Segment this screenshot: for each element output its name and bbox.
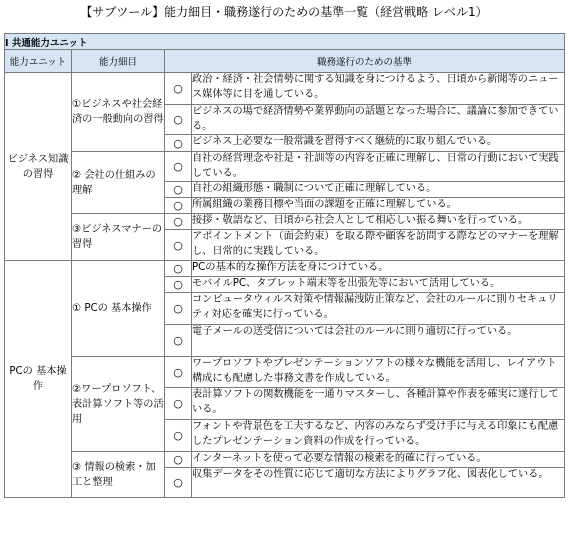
table-row [5,214,565,230]
circle-mark: ○ [165,198,192,214]
standard-cell: 政治・経済・社会情勢に関する知識を身につけるよう、日頃から新聞等のニュース媒体等に目を通している。 [192,73,565,105]
circle-mark: ○ [165,357,192,388]
standard-cell: アポイントメント（面会約束）を取る際や顧客を訪問する際などのマナーを理解し、日常的に実践している。 [192,230,565,261]
unit-cell: ビジネス知識の習得 [5,73,72,261]
standard-cell: ビジネスの場で経済情勢や業界動向の話題となった場合に、議論に参加できている。 [192,105,565,135]
circle-mark: ○ [165,261,192,277]
circle-mark: ○ [165,135,192,152]
table-row [5,261,565,277]
unit-cell: PCの 基本操作 [5,261,72,498]
circle-mark: ○ [165,277,192,293]
standard-cell: インターネットを使って必要な情報の検索を的確に行っている。 [192,452,565,468]
standard-cell: 所属組織の業務目標や当面の課題を正確に理解している。 [192,198,565,214]
circle-mark: ○ [165,452,192,468]
standard-cell: PCの基本的な操作方法を身につけている。 [192,261,565,277]
circle-mark: ○ [165,388,192,420]
section-title: Ⅰ 共通能力ユニット [5,34,565,50]
standards-table [4,33,565,498]
circle-mark: ○ [165,468,192,498]
circle-mark: ○ [165,214,192,230]
table-row [5,357,565,388]
detail-cell: ① PCの 基本操作 [72,261,165,357]
header-standard: 職務遂行のための基準 [165,50,565,73]
circle-mark: ○ [165,293,192,325]
detail-cell: ②ワープロソフト、表計算ソフト等の活用 [72,357,165,452]
table-row [5,152,565,182]
detail-cell: ② 会社の仕組みの理解 [72,152,165,214]
standard-cell: フォントや背景色を工夫するなど、内容のみならず受け手に与える印象にも配慮したプレゼンテーション資料の作成を行っている。 [192,420,565,452]
page-title: 【サブツール】能力細目・職務遂行のための基準一覧（経営戦略 レベル1） [80,5,488,19]
table-row [5,452,565,468]
standard-cell: モバイルPC、タブレット端末等を出張先等において活用している。 [192,277,565,293]
standard-cell: 自社の組織形態・職制について正確に理解している。 [192,182,565,198]
header-unit: 能力ユニット [5,50,72,73]
standard-cell: コンピュータウィルス対策や情報漏洩防止策など、会社のルールに則りセキュリティ対応を確実に行っている。 [192,293,565,325]
circle-mark: ○ [165,152,192,182]
standard-cell: 表計算ソフトの関数機能を一通りマスターし、各種計算や作表を確実に遂行している。 [192,388,565,420]
detail-cell: ③ 情報の検索・加工と整理 [72,452,165,498]
circle-mark: ○ [165,73,192,105]
circle-mark: ○ [165,182,192,198]
standard-cell: 電子メールの送受信については会社のルールに則り適切に行っている。 [192,325,565,357]
standard-cell: ワープロソフトやプレゼンテーションソフトの様々な機能を活用し、レイアウト構成にも配慮した事務文書を作成している。 [192,357,565,388]
circle-mark: ○ [165,325,192,357]
header-detail: 能力細目 [72,50,165,73]
standard-cell: ビジネス上必要な一般常識を習得すべく継続的に取り組んでいる。 [192,135,565,152]
table-row [5,73,565,105]
circle-mark: ○ [165,230,192,261]
standard-cell: 自社の経営理念や社是・社訓等の内容を正確に理解し、日常の行動において実践している。 [192,152,565,182]
standard-cell: 収集データをその性質に応じて適切な方法によりグラフ化、図表化している。 [192,468,565,498]
detail-cell: ①ビジネスや社会経済の一般動向の習得 [72,73,165,152]
circle-mark: ○ [165,420,192,452]
detail-cell: ③ビジネスマナーの習得 [72,214,165,261]
circle-mark: ○ [165,105,192,135]
standard-cell: 接拶・敬語など、日頃から社会人として相応しい振る舞いを行っている。 [192,214,565,230]
